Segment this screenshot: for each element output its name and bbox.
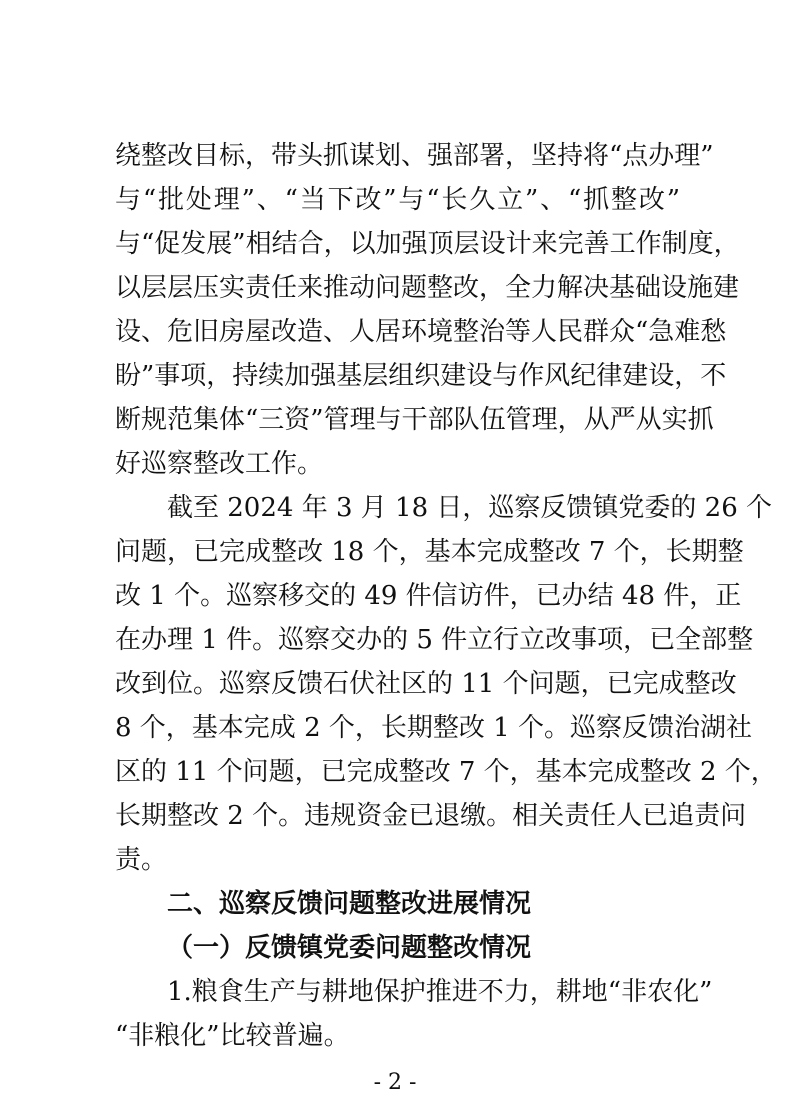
paragraph-line: “非粮化”比较普遍。 bbox=[115, 1021, 350, 1051]
page-number: - 2 - bbox=[373, 1070, 417, 1095]
paragraph-line: 在办理 1 件。巡察交办的 5 件立行立改事项，已全部整 bbox=[115, 625, 754, 655]
paragraph-line: 绕整改目标，带头抓谋划、强部署，坚持将“点办理” bbox=[115, 141, 714, 171]
paragraph-line: 8 个，基本完成 2 个，长期整改 1 个。巡察反馈治湖社 bbox=[115, 713, 752, 743]
paragraph-line: 长期整改 2 个。违规资金已退缴。相关责任人已追责问 bbox=[115, 801, 747, 831]
paragraph-line: 问题，已完成整改 18 个，基本完成整改 7 个，长期整 bbox=[115, 537, 744, 567]
paragraph-line: 区的 11 个问题，已完成整改 7 个，基本完成整改 2 个， bbox=[115, 757, 777, 787]
paragraph-line: 断规范集体“三资”管理与干部队伍管理，从严从实抓 bbox=[115, 405, 714, 435]
paragraph-line: 设、危旧房屋改造、人居环境整治等人民群众“急难愁 bbox=[115, 317, 727, 347]
paragraph-line: 改 1 个。巡察移交的 49 件信访件，已办结 48 件，正 bbox=[115, 581, 742, 611]
paragraph-line: 盼”事项，持续加强基层组织建设与作风纪律建设，不 bbox=[115, 361, 727, 391]
paragraph-line: 好巡察整改工作。 bbox=[115, 449, 324, 479]
paragraph-line: 与“促发展”相结合，以加强顶层设计来完善工作制度， bbox=[115, 229, 740, 259]
section-heading: 二、巡察反馈问题整改进展情况 bbox=[167, 889, 532, 919]
paragraph-line: 1.粮食生产与耕地保护推进不力，耕地“非农化” bbox=[167, 977, 713, 1007]
subsection-heading: （一）反馈镇党委问题整改情况 bbox=[167, 933, 532, 963]
paragraph-line: 责。 bbox=[115, 845, 168, 875]
paragraph-line: 改到位。巡察反馈石伏社区的 11 个问题，已完成整改 bbox=[115, 669, 737, 699]
paragraph-line: 与“批处理”、“当下改”与“长久立”、“抓整改” bbox=[115, 185, 680, 215]
paragraph-line: 以层层压实责任来推动问题整改，全力解决基础设施建 bbox=[115, 273, 740, 303]
paragraph-line: 截至 2024 年 3 月 18 日，巡察反馈镇党委的 26 个 bbox=[167, 493, 772, 523]
